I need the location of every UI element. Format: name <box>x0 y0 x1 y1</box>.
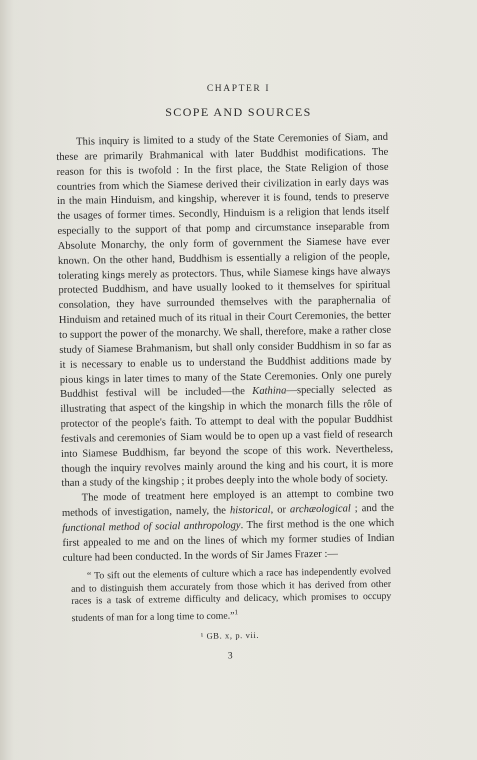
paragraph-2-text-b: , or <box>270 504 291 516</box>
paragraph-2-text-c: ; and the <box>350 502 394 515</box>
paragraph-1-text-a: This inquiry is limited to a study of the State Ceremonies of Siam, and these are primarily Brahmanical with later Buddhist modifications. The reason for this is twofold : In the first place, the State Religion of those countries from which the Siamese derived their civilization in early days was in the main Hinduism, and kingship, wherever it is found, tends to preserve the usages of former times. Secondly, Hinduism is a religion that lends itself especially to the support of that pomp and circumstance inseparable from Absolute Monarchy, the only form of government the Siamese have ever known. On the other hand, Buddhism is essentially a religion of the people, tolerating kings merely as protectors. Thus, while Siamese kings have always protected Buddhism, and have usually looked to it themselves for spiritual consolation, they have surrounded themselves with the paraphernalia of Hinduism and retained much of its ritual in their Court Ceremonies, the better to support the power of the monarchy. We shall, therefore, make a rather close study of Siamese Brahmanism, but shall only consider Buddhism in so far as it is necessary to enable us to understand the Buddhist additions made by pious kings in later times to many of the State Ceremonies. Only one purely Buddhist festival will be included—the <box>56 131 392 401</box>
chapter-title: SCOPE AND SOURCES <box>165 105 312 119</box>
paragraph-2-text-d: . The first method is the one which first appealed to me and on the lines of which my former studies of Indian culture had been conducted. In the words of Sir James Frazer :— <box>62 517 395 564</box>
quote-text: “ To sift out the elements of culture which a race has independently evolved and to distinguish them accurately from those which it has derived from other races is a task of extreme difficulty and delicacy, which promises to occupy students of man for a long time to come.” <box>71 566 392 625</box>
paragraph-2 <box>62 487 395 566</box>
archaeological-term: archæological <box>289 503 351 516</box>
paragraph-1 <box>56 131 394 492</box>
block-quote <box>63 566 396 625</box>
kathina-term: Kathina <box>252 385 287 398</box>
footnote-marker: 1 <box>234 608 239 617</box>
paragraph-1-text-b: —specially selected as illustrating that aspect of the kingship in which the monarch fills the rôle of protector of the people's faith. To attempt to deal with the popular Buddhist festivals and ceremonies of Siam would be to open up a vast field of research into Siamese Buddhism, far beyond the scope of this work. Nevertheless, though the inquiry revolves mainly around the king and his court, it is more than a study of the kingship ; it probes deeply into the whole body of society. <box>60 384 394 490</box>
page-number: 3 <box>227 650 233 661</box>
functional-method-term: functional method of social anthropology <box>62 520 241 534</box>
paragraph-2-text-a: The mode of treatment here employed is an attempt to combine two methods of investigation, namely, the <box>61 487 394 520</box>
chapter-label: CHAPTER I <box>206 84 271 94</box>
footnote: ¹ GB. x, p. vii. <box>200 629 260 641</box>
page-body <box>56 131 396 667</box>
historical-term: historical <box>229 504 271 517</box>
